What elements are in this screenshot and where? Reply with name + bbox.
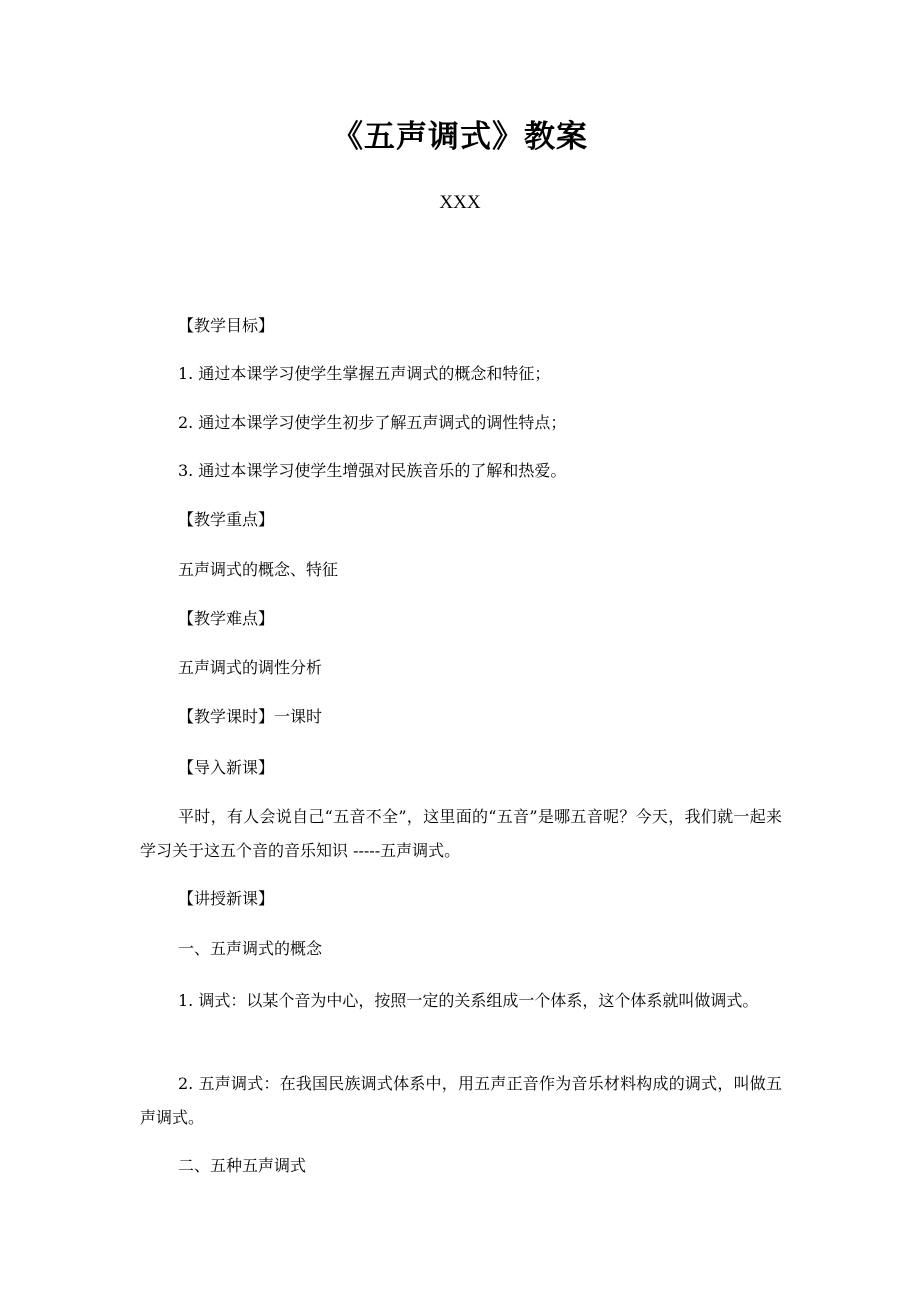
intro-paragraph: 平时，有人会说自己“五音不全”，这里面的“五音”是哪五音呢？今天，我们就一起来学习关于这五个音的音乐知识 -----五声调式。 — [140, 807, 782, 860]
lecture-heading: 【讲授新课】 — [178, 889, 275, 908]
objectives-heading: 【教学目标】 — [178, 316, 275, 335]
section-two-heading: 二、五种五声调式 — [178, 1156, 307, 1175]
objective-item-1: 1. 通过本课学习使学生掌握五声调式的概念和特征； — [178, 364, 551, 383]
intro-heading: 【导入新课】 — [178, 758, 275, 777]
objective-item-2: 2. 通过本课学习使学生初步了解五声调式的调性特点； — [178, 413, 567, 432]
key-points-text: 五声调式的概念、特征 — [178, 560, 339, 579]
document-title: 《五声调式》教案 — [332, 119, 588, 155]
objective-item-3: 3. 通过本课学习使学生增强对民族音乐的了解和热爱。 — [178, 461, 567, 480]
difficulties-heading: 【教学难点】 — [178, 609, 275, 628]
class-hours-line: 【教学课时】一课时 — [178, 707, 323, 726]
key-points-heading: 【教学重点】 — [178, 510, 275, 529]
definition-2-paragraph: 2. 五声调式：在我国民族调式体系中，用五声正音作为音乐材料构成的调式，叫做五声调式。 — [140, 1074, 782, 1127]
section-one-heading: 一、五声调式的概念 — [178, 939, 323, 958]
definition-1-paragraph: 1. 调式：以某个音为中心，按照一定的关系组成一个体系，这个体系就叫做调式。 — [178, 991, 759, 1010]
document-author: XXX — [439, 192, 481, 213]
difficulties-text: 五声调式的调性分析 — [178, 658, 323, 677]
